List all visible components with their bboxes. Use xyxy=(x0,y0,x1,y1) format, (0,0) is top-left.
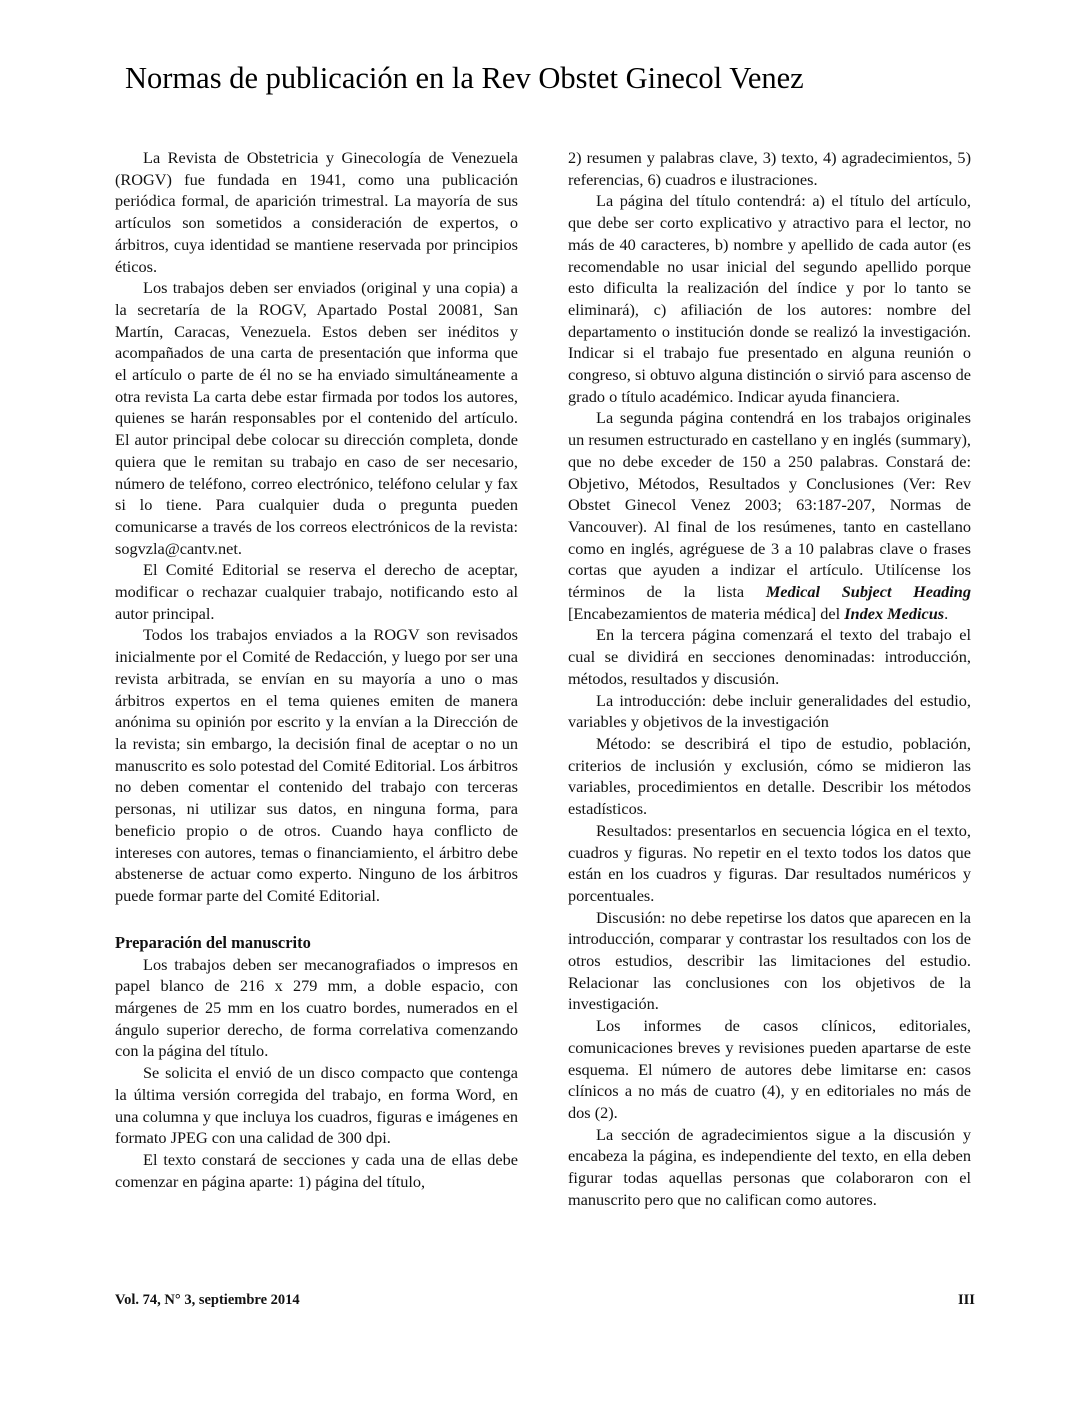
paragraph-submission: Los trabajos deben ser enviados (original y una copia) a la secretaría de la ROGV, Apartado Postal 20081, San Martín, Caracas, Venezuela. Estos deben ser inéditos y acompañados de una carta de presentación que informa que el artículo o parte de él no se ha enviado simultáneamente a otra revista La carta debe estar firmada por todos los autores, quienes se harán responsables por el contenido del artículo. El autor principal debe colocar su dirección completa, donde quiera que le remitan su trabajo en caso de ser necesario, número de teléfono, correo electrónico, teléfono celular y fax si lo tiene. Para cualquier duda o pregunta pueden comunicarse a través de los correos electrónicos de la revista: sogvzla@cantv.net. xyxy=(115,278,518,558)
paragraph-digital-copy: Se solicita el envió de un disco compacto que contenga la última versión corregida del trabajo, en forma Word, en una columna y que incluya los cuadros, figuras e imágenes en formato JPEG con una calidad de 300 dpi. xyxy=(115,1063,518,1148)
page-title: Normas de publicación en la Rev Obstet Ginecol Venez xyxy=(125,61,804,95)
paragraph-third-page: En la tercera página comenzará el texto del trabajo el cual se dividirá en secciones denominadas: introducción, métodos, resultados y discusión. xyxy=(568,625,971,688)
paragraph-abstract-page xyxy=(568,407,971,624)
paragraph-format: Los trabajos deben ser mecanografiados o impresos en papel blanco de 216 x 279 mm, a doble espacio, con márgenes de 25 mm en los cuatro bordes, numerados en el ángulo superior derecho, de forma correlativa comenzando con la página del título. xyxy=(115,954,518,1061)
abstract-text-a: La segunda página contendrá en los trabajos originales un resumen estructurado en castellano y en inglés (summary), que no debe exceder de 150 a 250 palabras. Constará de: Objetivo, Métodos, Resultados y Conclusiones (Ver: Rev Obstet Ginecol Venez 2003; 63:187-207, Normas de Vancouver). Al final de los resúmenes, tanto en castellano como en inglés, agréguese de 3 a 10 palabras clave o frases cortas que ayuden a indizar el artículo. Utilícense los términos de la lista xyxy=(568,408,971,602)
paragraph-review-process: Todos los trabajos enviados a la ROGV son revisados inicialmente por el Comité de Redacción, y luego por ser una revista arbitrada, se envían en su mayoría a uno o mas árbitros expertos en el tema quienes emiten de manera anónima su opinión por escrito y la envían a la Dirección de la revista; sin embargo, la decisión final de aceptar o no un manuscrito es solo potestad del Comité Editorial. Los árbitros no deben comentar el contenido del trabajo con terceras personas, ni utilizar sus datos, en ninguna forma, para beneficio propio o de otros. Cuando haya conflicto de intereses con autores, temas o financiamiento, el árbitro debe abstenerse de actuar como experto. Ninguno de los árbitros puede formar parte del Comité Editorial. xyxy=(115,625,518,905)
paragraph-acknowledgments: La sección de agradecimientos sigue a la discusión y encabeza la página, es independiente del texto, en ella deben figurar todas aquellas personas que colaboraron con el manuscrito pero que no califican como autores. xyxy=(568,1124,971,1209)
paragraph-discussion: Discusión: no debe repetirse los datos que aparecen en la introducción, comparar y contrastar los resultados con los de otros estudios, describir las limitaciones del estudio. Relacionar las conclusiones con los objetivos de la investigación. xyxy=(568,907,971,1014)
paragraph-sections: El texto constará de secciones y cada una de ellas debe comenzar en página aparte: 1) página del título, xyxy=(115,1149,518,1191)
abstract-text-c: . xyxy=(944,603,949,623)
section-heading-manuscript: Preparación del manuscrito xyxy=(115,932,311,952)
paragraph-method: Método: se describirá el tipo de estudio, población, criterios de inclusión y exclusión, cómo se midieron las variables, procedimientos en detalle. Describir los métodos estadísticos. xyxy=(568,733,971,819)
paragraph-results: Resultados: presentarlos en secuencia lógica en el texto, cuadros y figuras. No repetir en el texto todos los datos que están en los cuadros y figuras. Dar resultados numéricos y porcentuales. xyxy=(568,820,971,905)
paragraph-intro: La Revista de Obstetricia y Ginecología de Venezuela (ROGV) fue fundada en 1941, como una publicación periódica formal, de aparición trimestral. La mayoría de sus artículos son sometidos a consideración de expertos, o árbitros, cuya identidad se mantiene reservada por principios éticos. xyxy=(115,148,518,276)
paragraph-sections-continued: 2) resumen y palabras clave, 3) texto, 4) agradecimientos, 5) referencias, 6) cuadros e ilustraciones. xyxy=(568,148,971,189)
left-column xyxy=(115,147,518,1192)
paragraph-case-reports: Los informes de casos clínicos, editoriales, comunicaciones breves y revisiones pueden apartarse de este esquema. El número de autores debe limitarse en: casos clínicos a no más de cuatro (4), y en editoriales no más de dos (2). xyxy=(568,1016,971,1122)
mesh-term: Medical Subject Heading xyxy=(765,582,971,602)
right-column xyxy=(568,147,971,1210)
paragraph-editorial-rights: El Comité Editorial se reserva el derecho de aceptar, modificar o rechazar cualquier trabajo, notificando esto al autor principal. xyxy=(115,560,518,623)
paragraph-title-page: La página del título contendrá: a) el título del artículo, que debe ser corto explicativo y atractivo para el lector, no más de 40 caracteres, b) nombre y apellido de cada autor (es recomendable no usar inicial del segundo apellido porque esto dificulta la realización del índice y por lo tanto se eliminará), c) afiliación de los autores: nombre del departamento o institución donde se realizó la investigación. Indicar si el trabajo fue presentado en alguna reunión o congreso, si obtuvo alguna distinción o sirvió para ascenso de grado o título académico. Indicar ayuda financiera. xyxy=(568,191,971,406)
paragraph-introduction: La introducción: debe incluir generalidades del estudio, variables y objetivos de la investigación xyxy=(568,690,971,732)
footer-volume-info: Vol. 74, N° 3, septiembre 2014 xyxy=(115,1292,300,1308)
abstract-text-b: [Encabezamientos de materia médica] del xyxy=(568,603,845,623)
footer-page-number: III xyxy=(958,1292,975,1308)
index-medicus-term: Index Medicus xyxy=(844,603,945,623)
